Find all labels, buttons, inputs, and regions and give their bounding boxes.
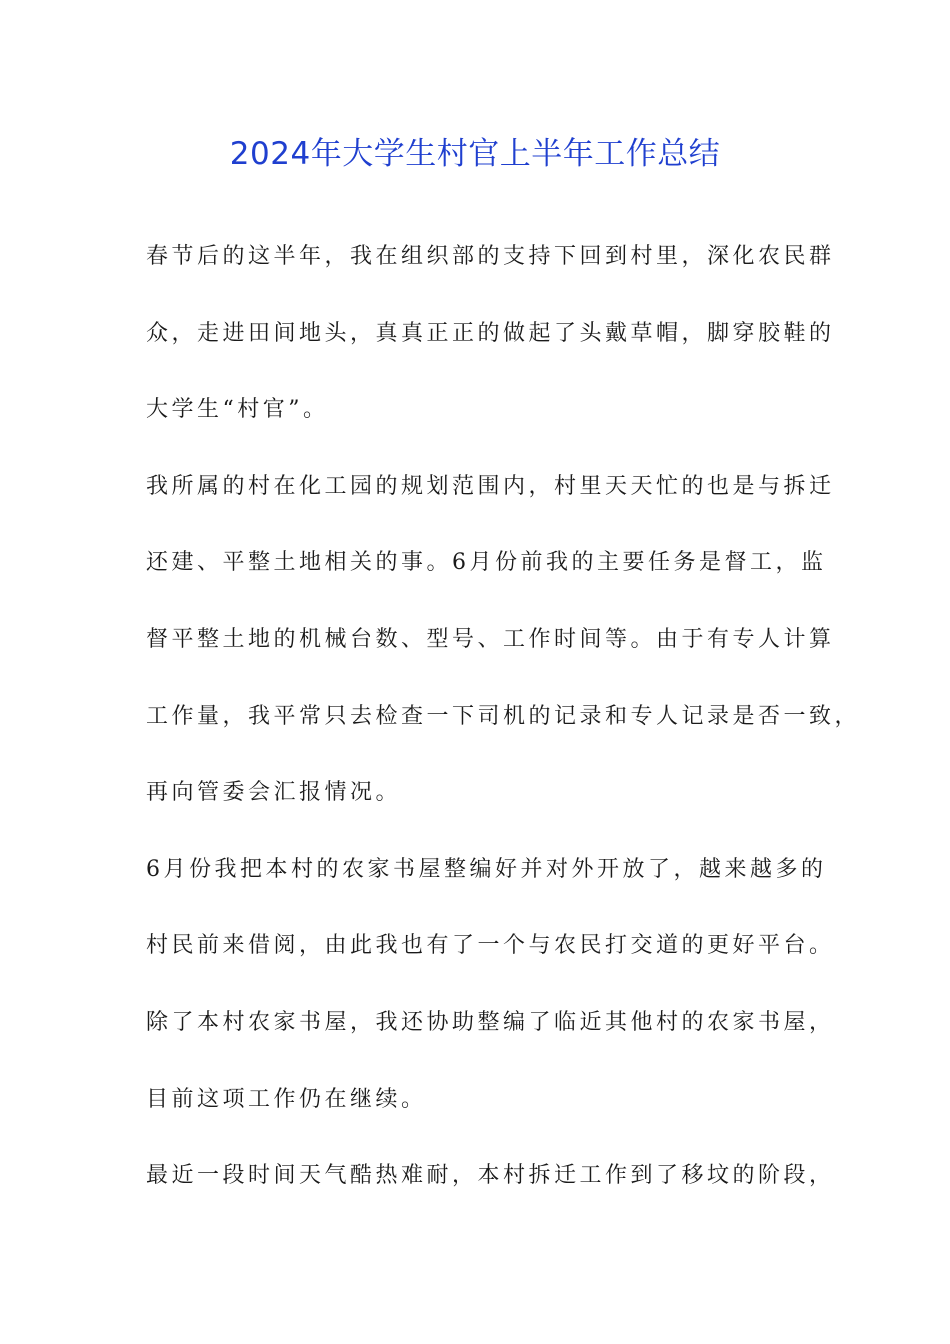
text-line: 村民前来借阅，由此我也有了一个与农民打交道的更好平台。 — [146, 933, 835, 959]
text-line: 督平整土地的机械台数、型号、工作时间等。由于有专人计算 — [146, 626, 835, 652]
paragraph-4 — [146, 1157, 835, 1234]
text-line: 再向管委会汇报情况。 — [146, 780, 402, 806]
paragraph-1 — [146, 238, 835, 468]
text-line: 6月份我把本村的农家书屋整编好并对外开放了，越来越多的 — [146, 856, 827, 882]
text-line: 大学生“村官”。 — [146, 397, 329, 423]
text-line: 最近一段时间天气酷热难耐，本村拆迁工作到了移坟的阶段， — [146, 1163, 835, 1189]
document-body — [146, 238, 861, 1234]
text-line: 还建、平整土地相关的事。6月份前我的主要任务是督工，监 — [146, 550, 827, 576]
text-line: 工作量，我平常只去检查一下司机的记录和专人记录是否一致， — [146, 703, 861, 729]
text-line: 众，走进田间地头，真真正正的做起了头戴草帽，脚穿胶鞋的 — [146, 320, 835, 346]
text-line: 春节后的这半年，我在组织部的支持下回到村里，深化农民群 — [146, 244, 835, 269]
text-line: 除了本村农家书屋，我还协助整编了临近其他村的农家书屋， — [146, 1009, 835, 1035]
text-line: 目前这项工作仍在继续。 — [146, 1086, 427, 1112]
paragraph-3 — [146, 851, 835, 1157]
document-title: 2024年大学生村官上半年工作总结 — [229, 136, 721, 172]
paragraph-2 — [146, 468, 861, 851]
text-line: 我所属的村在化工园的规划范围内，村里天天忙的也是与拆迁 — [146, 473, 835, 499]
